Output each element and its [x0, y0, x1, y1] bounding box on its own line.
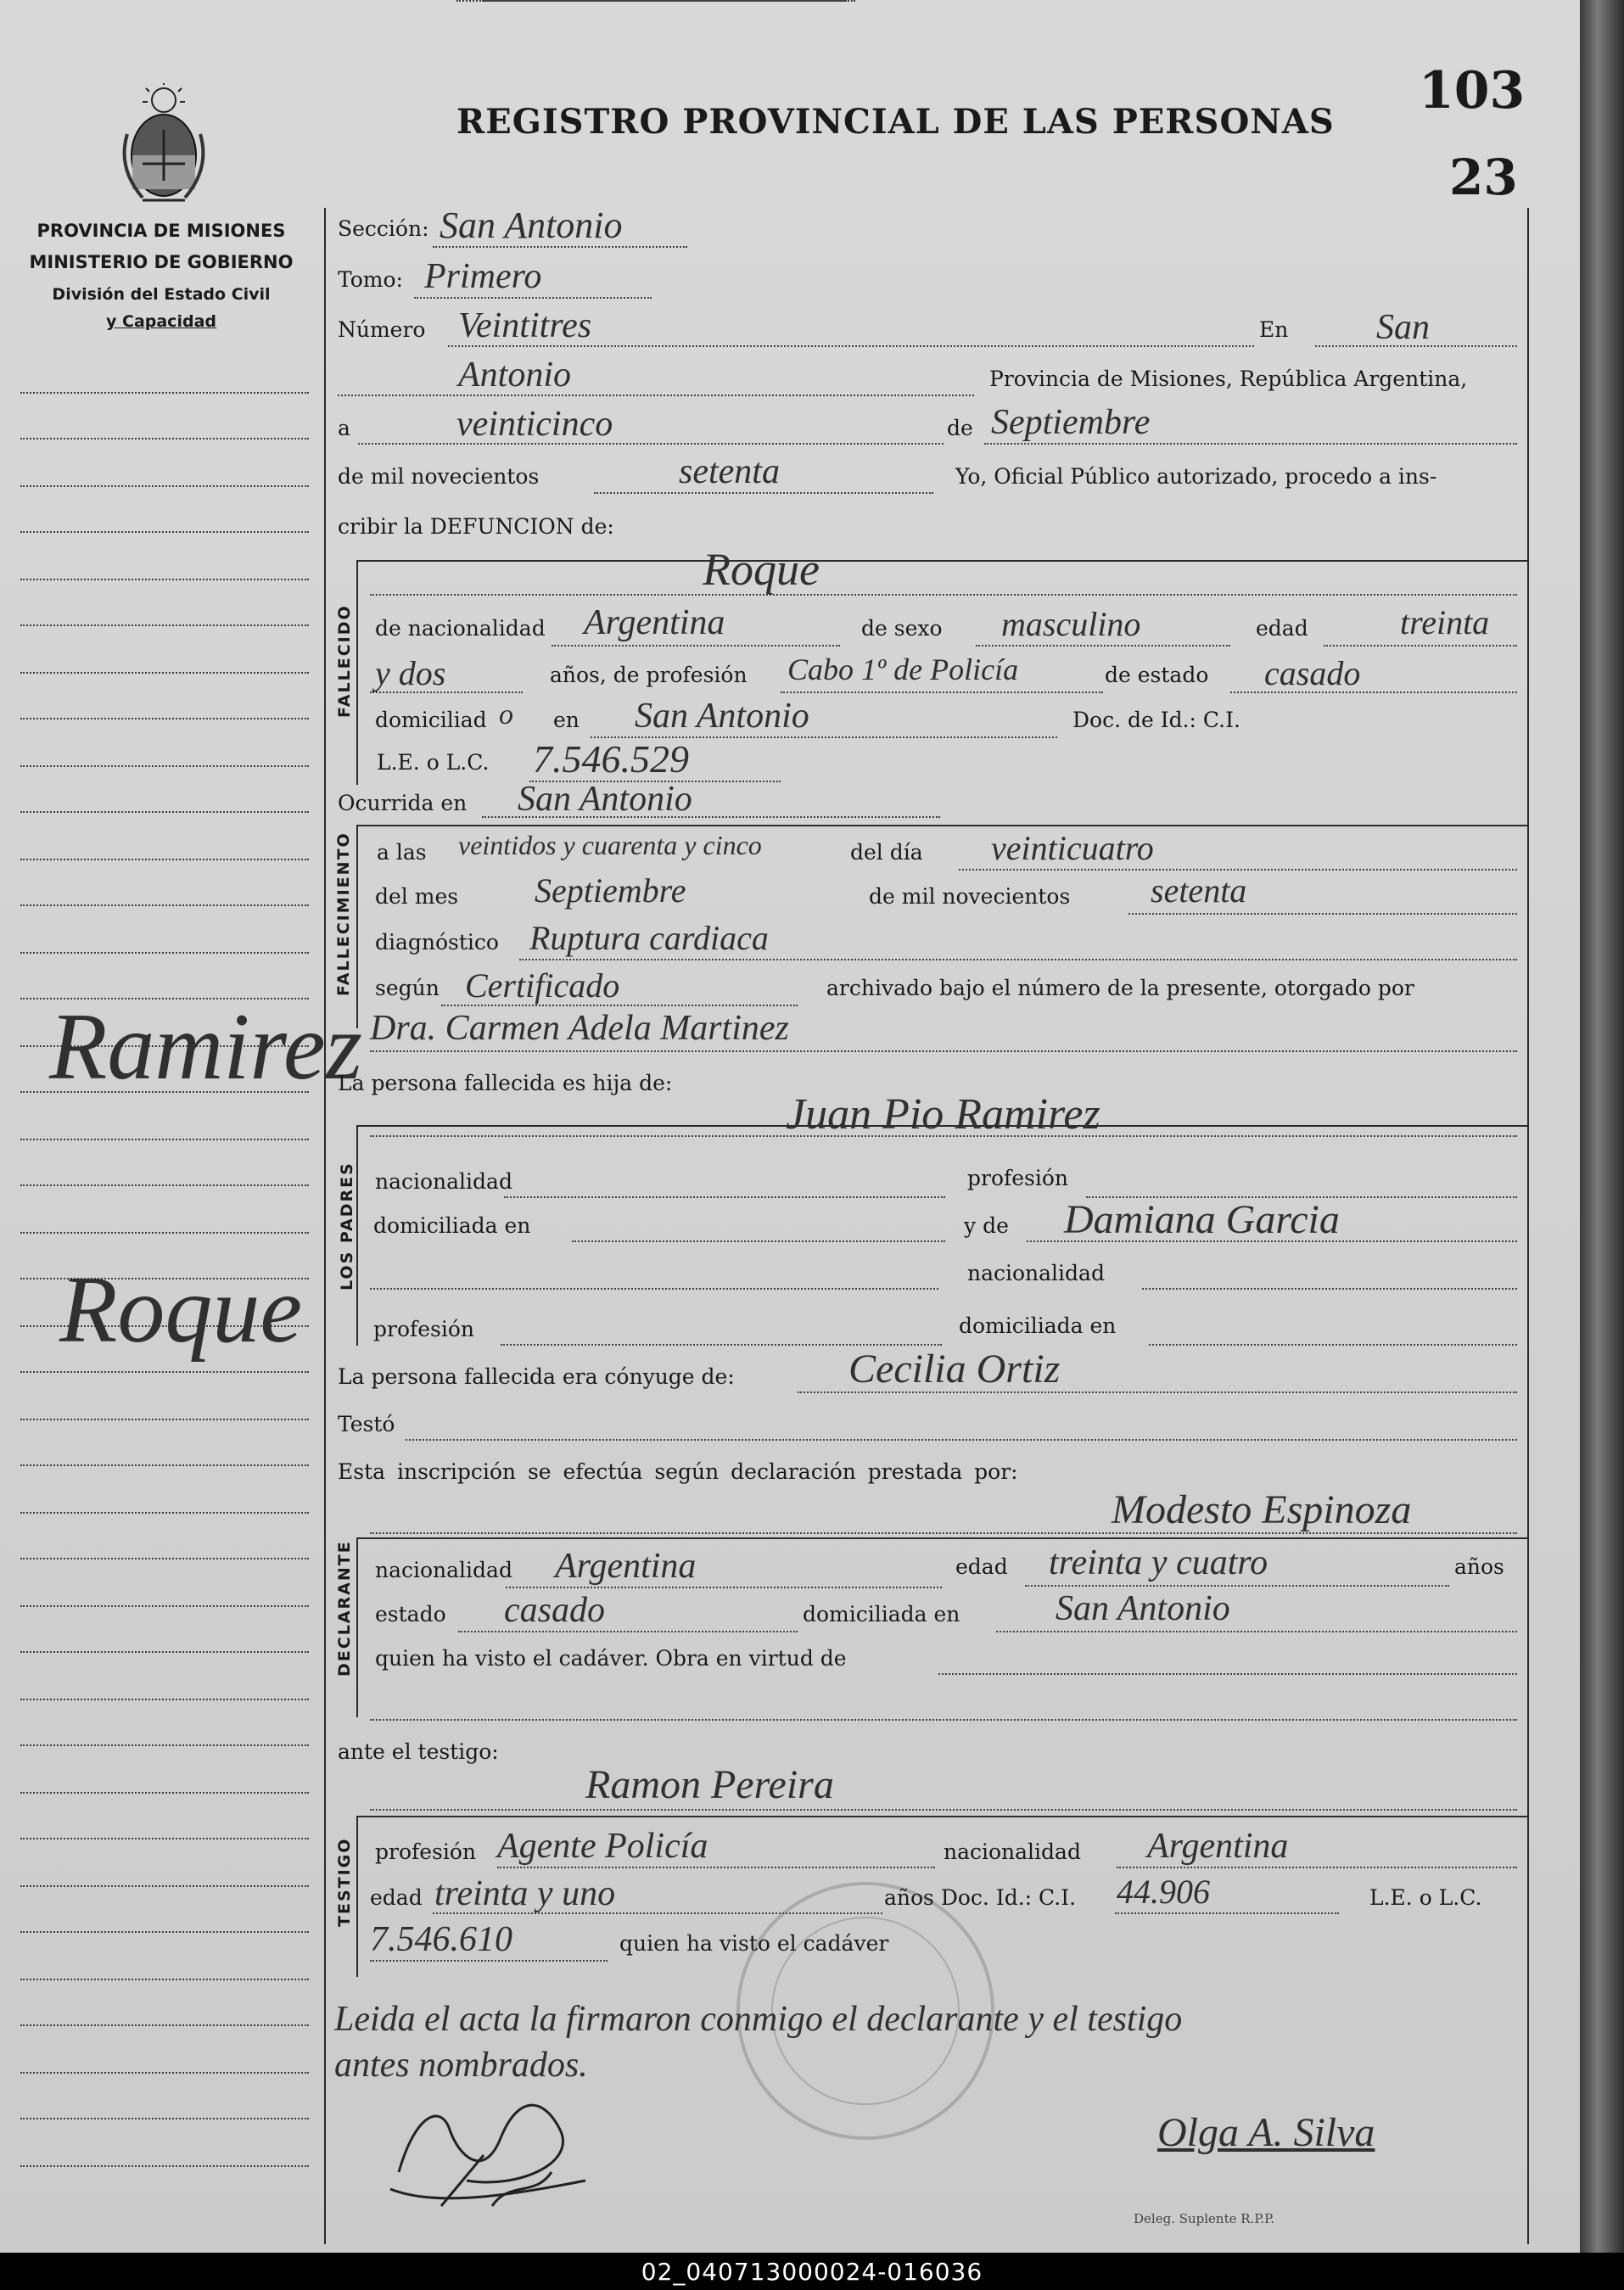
padre-nacionalidad-label: nacionalidad	[375, 1169, 512, 1194]
inscripcion-label: Esta inscripción se efectúa según declaración prestada por:	[338, 1459, 1018, 1484]
witness-ci: 44.906	[1117, 1873, 1210, 1911]
testigo-nacionalidad-label: nacionalidad	[944, 1839, 1081, 1864]
archivado-label: archivado bajo el número de la presente, otorgado por	[826, 976, 1414, 1000]
testigo-le-lc-label: L.E. o L.C.	[1369, 1885, 1482, 1910]
ministry-line-2: MINISTERIO DE GOBIERNO	[29, 252, 294, 272]
en-value-1: San	[1376, 308, 1430, 347]
hour-value: veintidos y cuarenta y cinco	[458, 830, 762, 860]
y-de-label: y de	[964, 1213, 1009, 1238]
numero-value: Veintitres	[458, 306, 592, 345]
witness-le: 7.546.610	[370, 1920, 512, 1959]
ministry-line-4: y Capacidad	[106, 312, 216, 331]
margin-note-surname: Ramirez	[49, 994, 363, 1100]
year-value: setenta	[679, 452, 780, 491]
quien-obra-label: quien ha visto el cadáver. Obra en virtud de	[375, 1646, 847, 1671]
declarante-nacionalidad-label: nacionalidad	[375, 1558, 512, 1582]
del-dia-label: del día	[850, 840, 923, 865]
padres-bracket	[356, 1125, 358, 1346]
closing-line-1: Leida el acta la firmaron conmigo el declarante y el testigo	[334, 2000, 1183, 2039]
declarante-edad-label: edad	[955, 1554, 1008, 1579]
witness-nationality: Argentina	[1147, 1827, 1289, 1866]
declarant-name: Modesto Espinoza	[1112, 1487, 1412, 1532]
le-lc-value: 7.546.529	[533, 737, 689, 781]
month-value: Septiembre	[991, 403, 1151, 442]
nacionalidad-de-label: de nacionalidad	[375, 616, 546, 641]
diagnostico-label: diagnóstico	[375, 930, 499, 955]
fallecido-top-rule	[356, 560, 1527, 562]
anos-profesion-label: años, de profesión	[550, 663, 748, 687]
profession-value: Cabo 1º de Policía	[787, 652, 1019, 686]
tab-testigo: TESTIGO	[335, 1837, 354, 1927]
en-label: En	[1259, 317, 1289, 342]
declarante-anos-label: años	[1454, 1554, 1504, 1579]
death-month-value: Septiembre	[535, 871, 686, 910]
madre-nacionalidad-label: nacionalidad	[967, 1261, 1105, 1285]
death-year-value: setenta	[1151, 871, 1247, 910]
official-role: Deleg. Suplente R.P.P.	[1134, 2211, 1274, 2226]
day-value: veinticinco	[456, 405, 613, 444]
folio-number: 103	[1419, 61, 1526, 120]
official-signature: Olga A. Silva	[1157, 2110, 1375, 2155]
testigo-top-rule	[356, 1816, 1527, 1817]
mother-name: Damiana Garcia	[1064, 1197, 1340, 1242]
provincia-label: Provincia de Misiones, República Argentina,	[989, 367, 1468, 391]
del-mes-label: del mes	[375, 884, 459, 909]
tomo-value: Primero	[424, 257, 542, 296]
de-mil-label: de mil novecientos	[338, 464, 540, 489]
oficial-label: Yo, Oficial Público autorizado, procedo a ins-	[955, 464, 1437, 489]
tab-fallecimiento: FALLECIMIENTO	[334, 831, 353, 996]
nationality-value: Argentina	[584, 603, 725, 642]
main-right-rule	[1527, 208, 1529, 2244]
testo-label: Testó	[338, 1412, 395, 1436]
de-label: de	[947, 416, 973, 440]
de-mil-2-label: de mil novecientos	[869, 884, 1071, 909]
de-sexo-label: de sexo	[861, 616, 943, 641]
declarant-status: casado	[504, 1591, 605, 1630]
tab-declarante: DECLARANTE	[335, 1540, 354, 1677]
anos-doc-label: años Doc. Id.: C.I.	[884, 1885, 1077, 1910]
ministry-line-3: División del Estado Civil	[52, 285, 271, 304]
testigo-bracket	[356, 1816, 358, 1977]
declarante-domiciliada-label: domiciliada en	[803, 1602, 960, 1627]
seccion-label: Sección:	[338, 216, 429, 241]
a-las-label: a las	[377, 840, 427, 865]
inscribir-label: cribir la DEFUNCION de:	[338, 514, 614, 539]
numero-label: Número	[338, 317, 426, 342]
en-value-2: Antonio	[458, 356, 571, 395]
declarante-estado-label: estado	[375, 1602, 446, 1627]
segun-label: según	[375, 976, 440, 1000]
declarant-age: treinta y cuatro	[1049, 1543, 1268, 1582]
book-binding-edge	[1580, 0, 1624, 2253]
edad-label: edad	[1256, 616, 1308, 641]
padre-profesion-label: profesión	[967, 1166, 1069, 1190]
seal-stamp-icon	[730, 1875, 1001, 2147]
segun-value: Certificado	[465, 966, 620, 1005]
deceased-name: Roque	[703, 544, 820, 595]
father-name: Juan Pio Ramirez	[786, 1090, 1100, 1139]
declarant-nationality: Argentina	[555, 1547, 697, 1586]
ante-testigo-label: ante el testigo:	[338, 1739, 499, 1764]
padre-domiciliada-label: domiciliada en	[373, 1213, 531, 1238]
age-value-2: y dos	[375, 654, 446, 692]
image-code: 02_040713000024-016036	[641, 2258, 983, 2286]
main-left-rule	[324, 208, 326, 2244]
ocurrida-label: Ocurrida en	[338, 791, 468, 815]
madre-domiciliada-label: domiciliada en	[959, 1313, 1117, 1338]
testigo-edad-label: edad	[370, 1885, 423, 1910]
testigo-profesion-label: profesión	[375, 1839, 477, 1864]
act-number: 23	[1449, 148, 1518, 206]
quien-cadaver-label: quien ha visto el cadáver	[619, 1931, 889, 1956]
tab-fallecido: FALLECIDO	[335, 604, 354, 718]
diagnosis-value: Ruptura cardiaca	[529, 919, 769, 957]
domiciliad-suffix: o	[499, 699, 513, 731]
coat-of-arms-icon	[117, 83, 210, 210]
witness-age: treinta y uno	[434, 1874, 616, 1913]
margin-note-name: Roque	[59, 1257, 303, 1363]
declarante-bracket	[356, 1537, 358, 1717]
tab-padres: LOS PADRES	[338, 1162, 356, 1291]
death-day-value: veinticuatro	[991, 829, 1154, 867]
declarant-domicile: San Antonio	[1056, 1589, 1230, 1628]
declarant-signature-icon	[365, 2079, 619, 2214]
occurred-place-value: San Antonio	[518, 780, 692, 819]
registry-title: REGISTRO PROVINCIAL DE LAS PERSONAS	[456, 102, 1335, 142]
fallecimiento-top-rule	[356, 825, 1527, 826]
hija-label: La persona fallecida es hija de:	[338, 1071, 673, 1095]
ministry-line-1: PROVINCIA DE MISIONES	[36, 221, 286, 241]
seccion-value: San Antonio	[440, 204, 623, 246]
domicile-value: San Antonio	[635, 697, 809, 736]
issued-by-value: Dra. Carmen Adela Martinez	[370, 1009, 789, 1048]
age-value-1: treinta	[1400, 603, 1490, 641]
witness-name: Ramon Pereira	[585, 1762, 834, 1807]
marital-status-value: casado	[1264, 654, 1361, 692]
domicilio-en-label: en	[553, 708, 580, 732]
tomo-label: Tomo:	[338, 267, 403, 292]
doc-id-label: Doc. de Id.: C.I.	[1072, 708, 1240, 732]
footer-bar	[0, 2253, 1624, 2290]
declarante-top-rule	[356, 1537, 1527, 1539]
fallecimiento-bracket	[356, 825, 358, 1028]
fallecido-bracket	[356, 560, 358, 785]
sex-value: masculino	[1001, 605, 1141, 643]
a-label: a	[338, 416, 350, 440]
spouse-name: Cecilia Ortiz	[848, 1347, 1061, 1391]
domiciliad-label: domiciliad	[375, 708, 487, 732]
le-lc-label: L.E. o L.C.	[377, 750, 490, 775]
witness-profession: Agente Policía	[497, 1827, 708, 1866]
closing-line-2: antes nombrados.	[334, 2046, 588, 2085]
conyuge-label: La persona fallecida era cónyuge de:	[338, 1364, 735, 1389]
madre-profesion-label: profesión	[373, 1317, 475, 1341]
de-estado-label: de estado	[1105, 663, 1209, 687]
